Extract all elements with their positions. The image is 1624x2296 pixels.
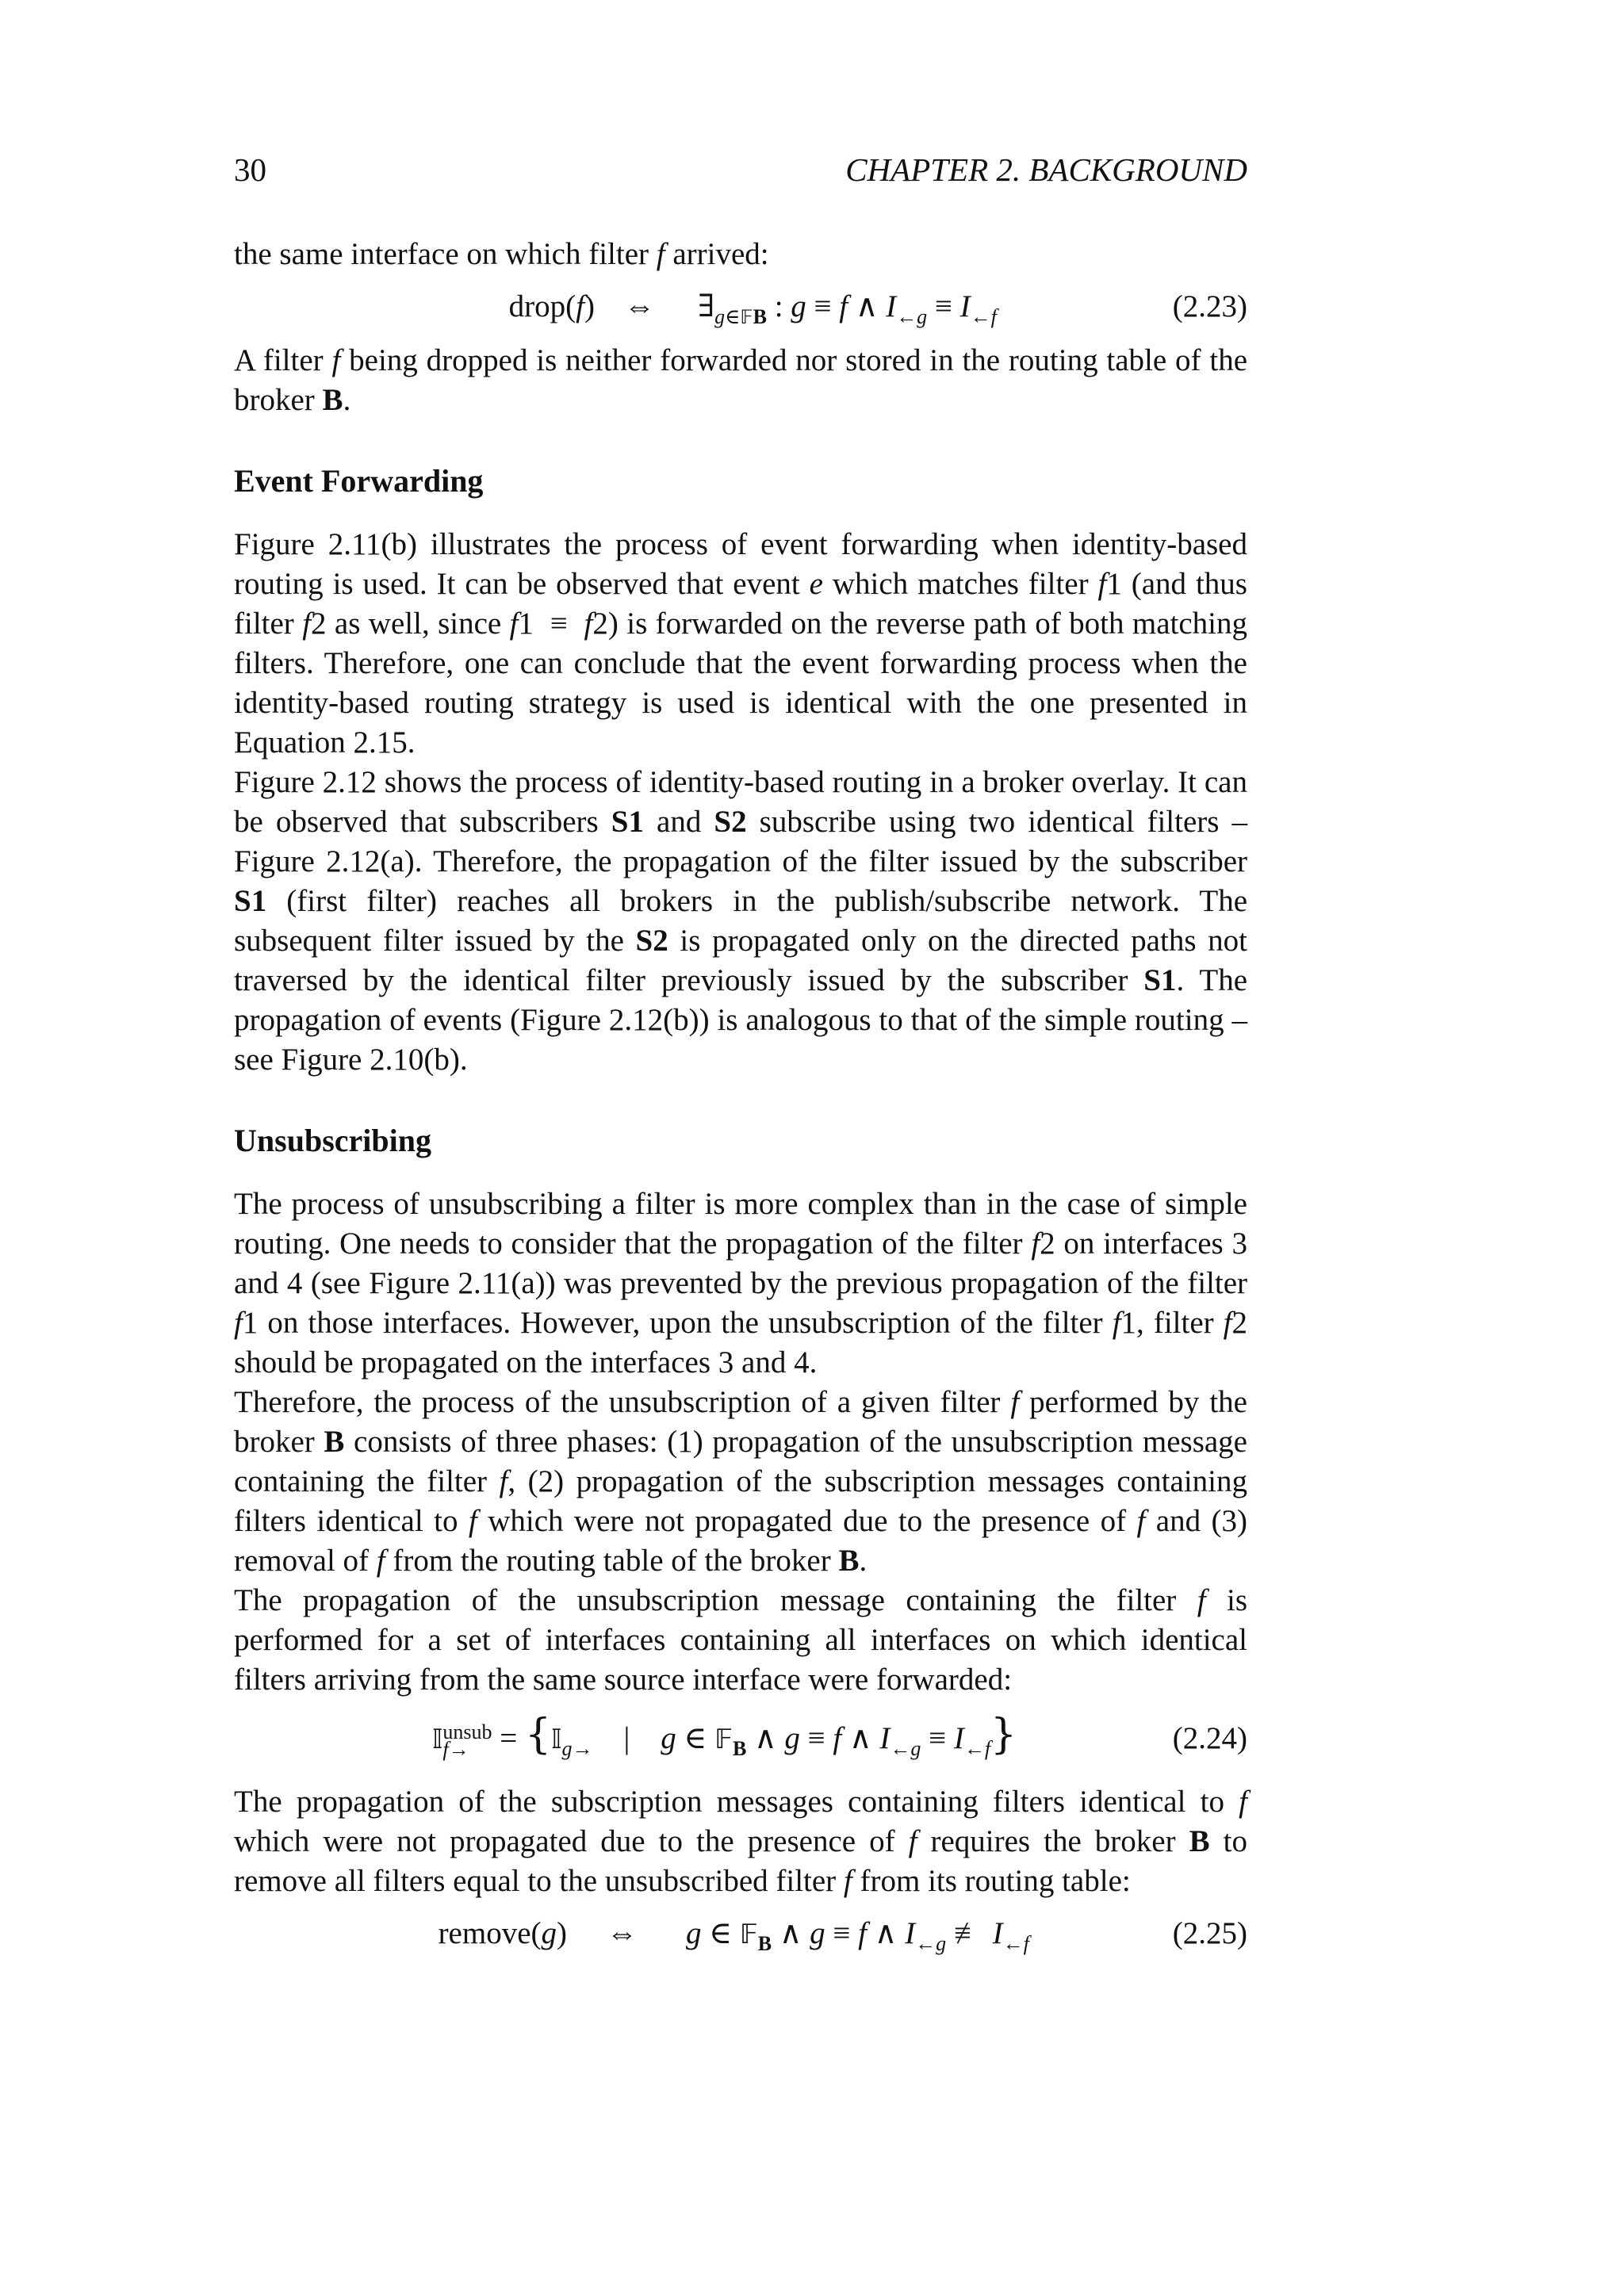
equation-operator: ⇔	[607, 1916, 638, 1950]
paragraph-unsubscribing-4: The propagation of the subscription messages containing filters identical to f which were not propagated due to the presence of f requires the broker B to remove all filters equal to the unsubscribed filter f from its routing table:	[234, 1785, 1247, 1898]
paragraph-unsubscribing-3: The propagation of the unsubscription message containing the filter f is performed for a set of interfaces containing all interfaces on which identical filters arriving from the same source interface were forwarded:	[234, 1583, 1248, 1697]
equation-number: (2.23)	[1172, 289, 1247, 323]
equation-body: 𝕀 unsub f→ = {𝕀$_{g\to}$ | g ∈ 𝔽$_B$ ∧ g ≡ f ∧ $I_{\leftarrow g} \equiv I_{\leftarrow f}$}	[432, 1711, 1017, 1762]
equation-2-25	[234, 1914, 1247, 1954]
equation-2-23	[234, 287, 1247, 327]
equation-2-24	[234, 1711, 1247, 1763]
equation-lhs: drop(f)	[508, 289, 595, 323]
running-header	[234, 149, 1247, 190]
chapter-title: CHAPTER 2. BACKGROUND	[845, 151, 1247, 188]
paragraph-unsubscribing-1: The process of unsubscribing a filter is more complex than in the case of simple routing. One needs to consider that the propagation of the filter f2 on interfaces 3 and 4 (see Figure 2.11(a)) was prevented by the previous propagation of the filter f1 on those interfaces. However, upon the unsubscription of the filter f1, filter f2 should be propagated on the interfaces 3 and 4.	[234, 1187, 1247, 1380]
heading-event-forwarding: Event Forwarding	[234, 463, 484, 499]
paragraph-intro: the same interface on which filter f arrived:	[234, 237, 769, 271]
heading-unsubscribing: Unsubscribing	[234, 1123, 431, 1158]
equation-number: (2.24)	[1172, 1721, 1247, 1755]
equation-lhs: remove(g)	[438, 1916, 567, 1950]
body-text	[234, 235, 1247, 1968]
equation-operator: ⇔	[624, 289, 655, 323]
equation-rhs: g ∈ 𝔽$_B$ ∧ g ≡ f ∧ $I_{\leftarrow g}$ ≢ $I_{\leftarrow f}$	[686, 1916, 1029, 1955]
equation-rhs: $\exists_{g\in 𝔽B}$ : g ≡ f ∧ $I_{\leftarrow g} \equiv I_{\leftarrow f}$	[698, 289, 997, 328]
page-number: 30	[234, 151, 266, 188]
paragraph-dropped: A filter f being dropped is neither forwarded nor stored in the routing table of the broker B.	[234, 343, 1248, 417]
paragraph-event-forwarding-1: Figure 2.11(b) illustrates the process of event forwarding when identity-based routing is used. It can be observed that event e which matches filter f1 (and thus filter f2 as well, since f1 ≡ f2) is forwarded on the reverse path of both matching filters. Therefore, one can conclude that the event forwarding process when the identity-based routing strategy is used is identical with the one presented in Equation 2.15.	[234, 527, 1247, 760]
paragraph-unsubscribing-2: Therefore, the process of the unsubscription of a given filter f performed by the broker B consists of three phases: (1) propagation of the unsubscription message containing the filter f, (2) propagation of the subscription messages containing filters identical to f which were not propagated due to the presence of f and (3) removal of f from the routing table of the broker B.	[234, 1385, 1248, 1578]
paragraph-event-forwarding-2: Figure 2.12 shows the process of identity-based routing in a broker overlay. It can be observed that subscribers S1 and S2 subscribe using two identical filters – Figure 2.12(a). Therefore, the propagation of the filter issued by the subscriber S1 (first filter) reaches all brokers in the publish/subscribe network. The subsequent filter issued by the S2 is propagated only on the directed paths not traversed by the identical filter previously issued by the subscriber S1. The propagation of events (Figure 2.12(b)) is analogous to that of the simple routing – see Figure 2.10(b).	[234, 765, 1248, 1077]
equation-number: (2.25)	[1172, 1916, 1247, 1950]
